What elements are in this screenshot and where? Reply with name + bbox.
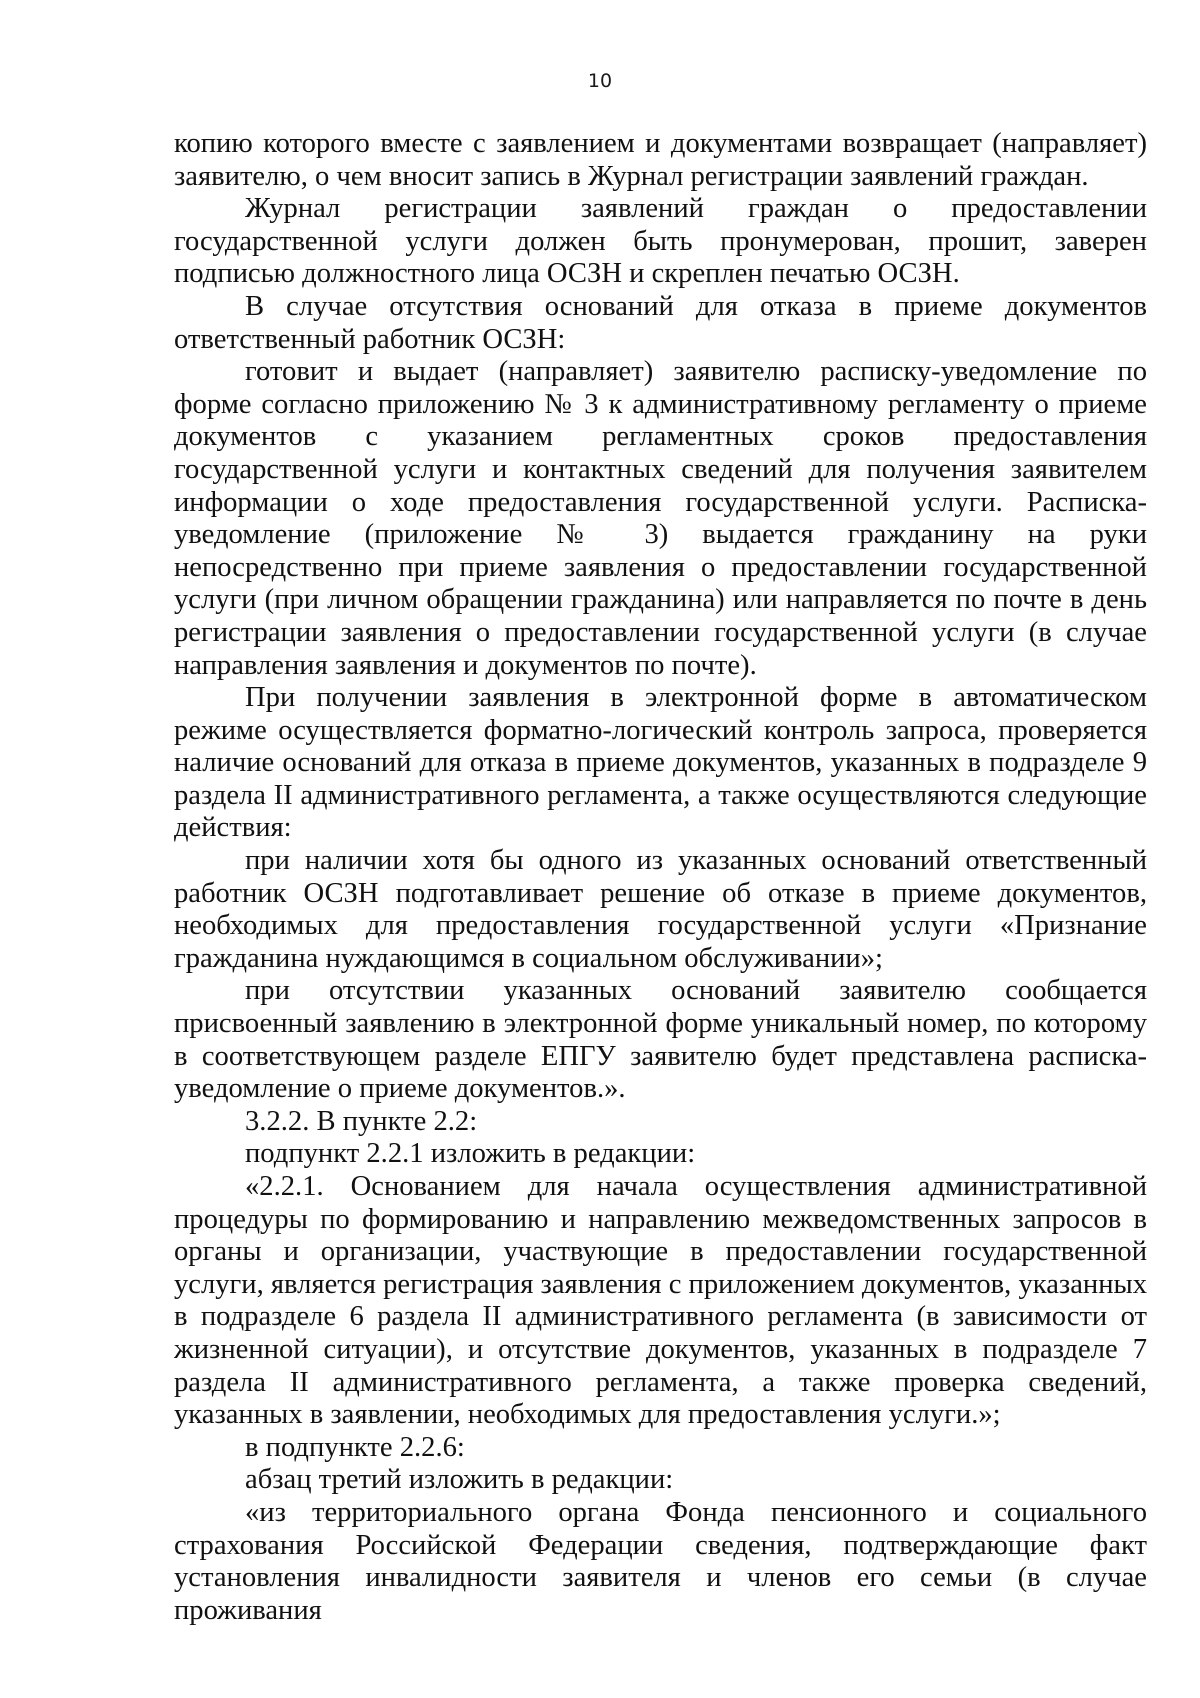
paragraph: «из территориального органа Фонда пенсионного и социального страхования Российской Федерации сведения, подтверждающие факт установления инвалидности заявителя и членов его семьи (в случае проживания <box>174 1496 1147 1626</box>
paragraph: копию которого вместе с заявлением и документами возвращает (направляет) заявителю, о чем вносит запись в Журнал регистрации заявлений граждан. <box>174 128 1147 192</box>
paragraph: при наличии хотя бы одного из указанных оснований ответственный работник ОСЗН подготавливает решение об отказе в приеме документов, необходимых для предоставления государственной услуги «Признание гражданина нуждающимся в социальном обслуживании»; <box>174 845 1147 974</box>
page-number: 10 <box>587 70 613 92</box>
paragraph: абзац третий изложить в редакции: <box>245 1464 674 1496</box>
paragraph: готовит и выдает (направляет) заявителю расписку-уведомление по форме согласно приложению № 3 к административному регламенту о приеме документов с указанием регламентных сроков предоставления государственной услуги и контактных сведений для получения заявителем информации о ходе предоставления государственной услуги. Расписка-уведомление (приложение № 3) выдается гражданину на руки непосредственно при приеме заявления о предоставлении государственной услуги (при личном обращении гражданина) или направляется по почте в день регистрации заявления о предоставлении государственной услуги (в случае направления заявления и документов по почте). <box>174 356 1147 681</box>
document-body <box>174 128 1147 1627</box>
paragraph: «2.2.1. Основанием для начала осуществления административной процедуры по формированию и направлению межведомственных запросов в органы и организации, участвующие в предоставлении государственной услуги, является регистрация заявления с приложением документов, указанных в подразделе 6 раздела II административного регламента (в зависимости от жизненной ситуации), и отсутствие документов, указанных в подразделе 7 раздела II административного регламента, а также проверка сведений, указанных в заявлении, необходимых для предоставления услуги.»; <box>174 1171 1147 1431</box>
paragraph: В случае отсутствия оснований для отказа в приеме документов ответственный работник ОСЗН: <box>174 290 1147 355</box>
paragraph: в подпункте 2.2.6: <box>245 1431 465 1463</box>
paragraph: При получении заявления в электронной форме в автоматическом режиме осуществляется форматно-логический контроль запроса, проверяется наличие оснований для отказа в приеме документов, указанных в подразделе 9 раздела II административного регламента, а также осуществляются следующие действия: <box>174 682 1147 844</box>
paragraph: подпункт 2.2.1 изложить в редакции: <box>245 1138 696 1170</box>
paragraph: 3.2.2. В пункте 2.2: <box>245 1105 478 1137</box>
paragraph: Журнал регистрации заявлений граждан о предоставлении государственной услуги должен быть пронумерован, прошит, заверен подписью должностного лица ОСЗН и скреплен печатью ОСЗН. <box>174 193 1147 290</box>
paragraph: при отсутствии указанных оснований заявителю сообщается присвоенный заявлению в электронной форме уникальный номер, по которому в соответствующем разделе ЕПГУ заявителю будет представлена расписка-уведомление о приеме документов.». <box>174 975 1147 1105</box>
